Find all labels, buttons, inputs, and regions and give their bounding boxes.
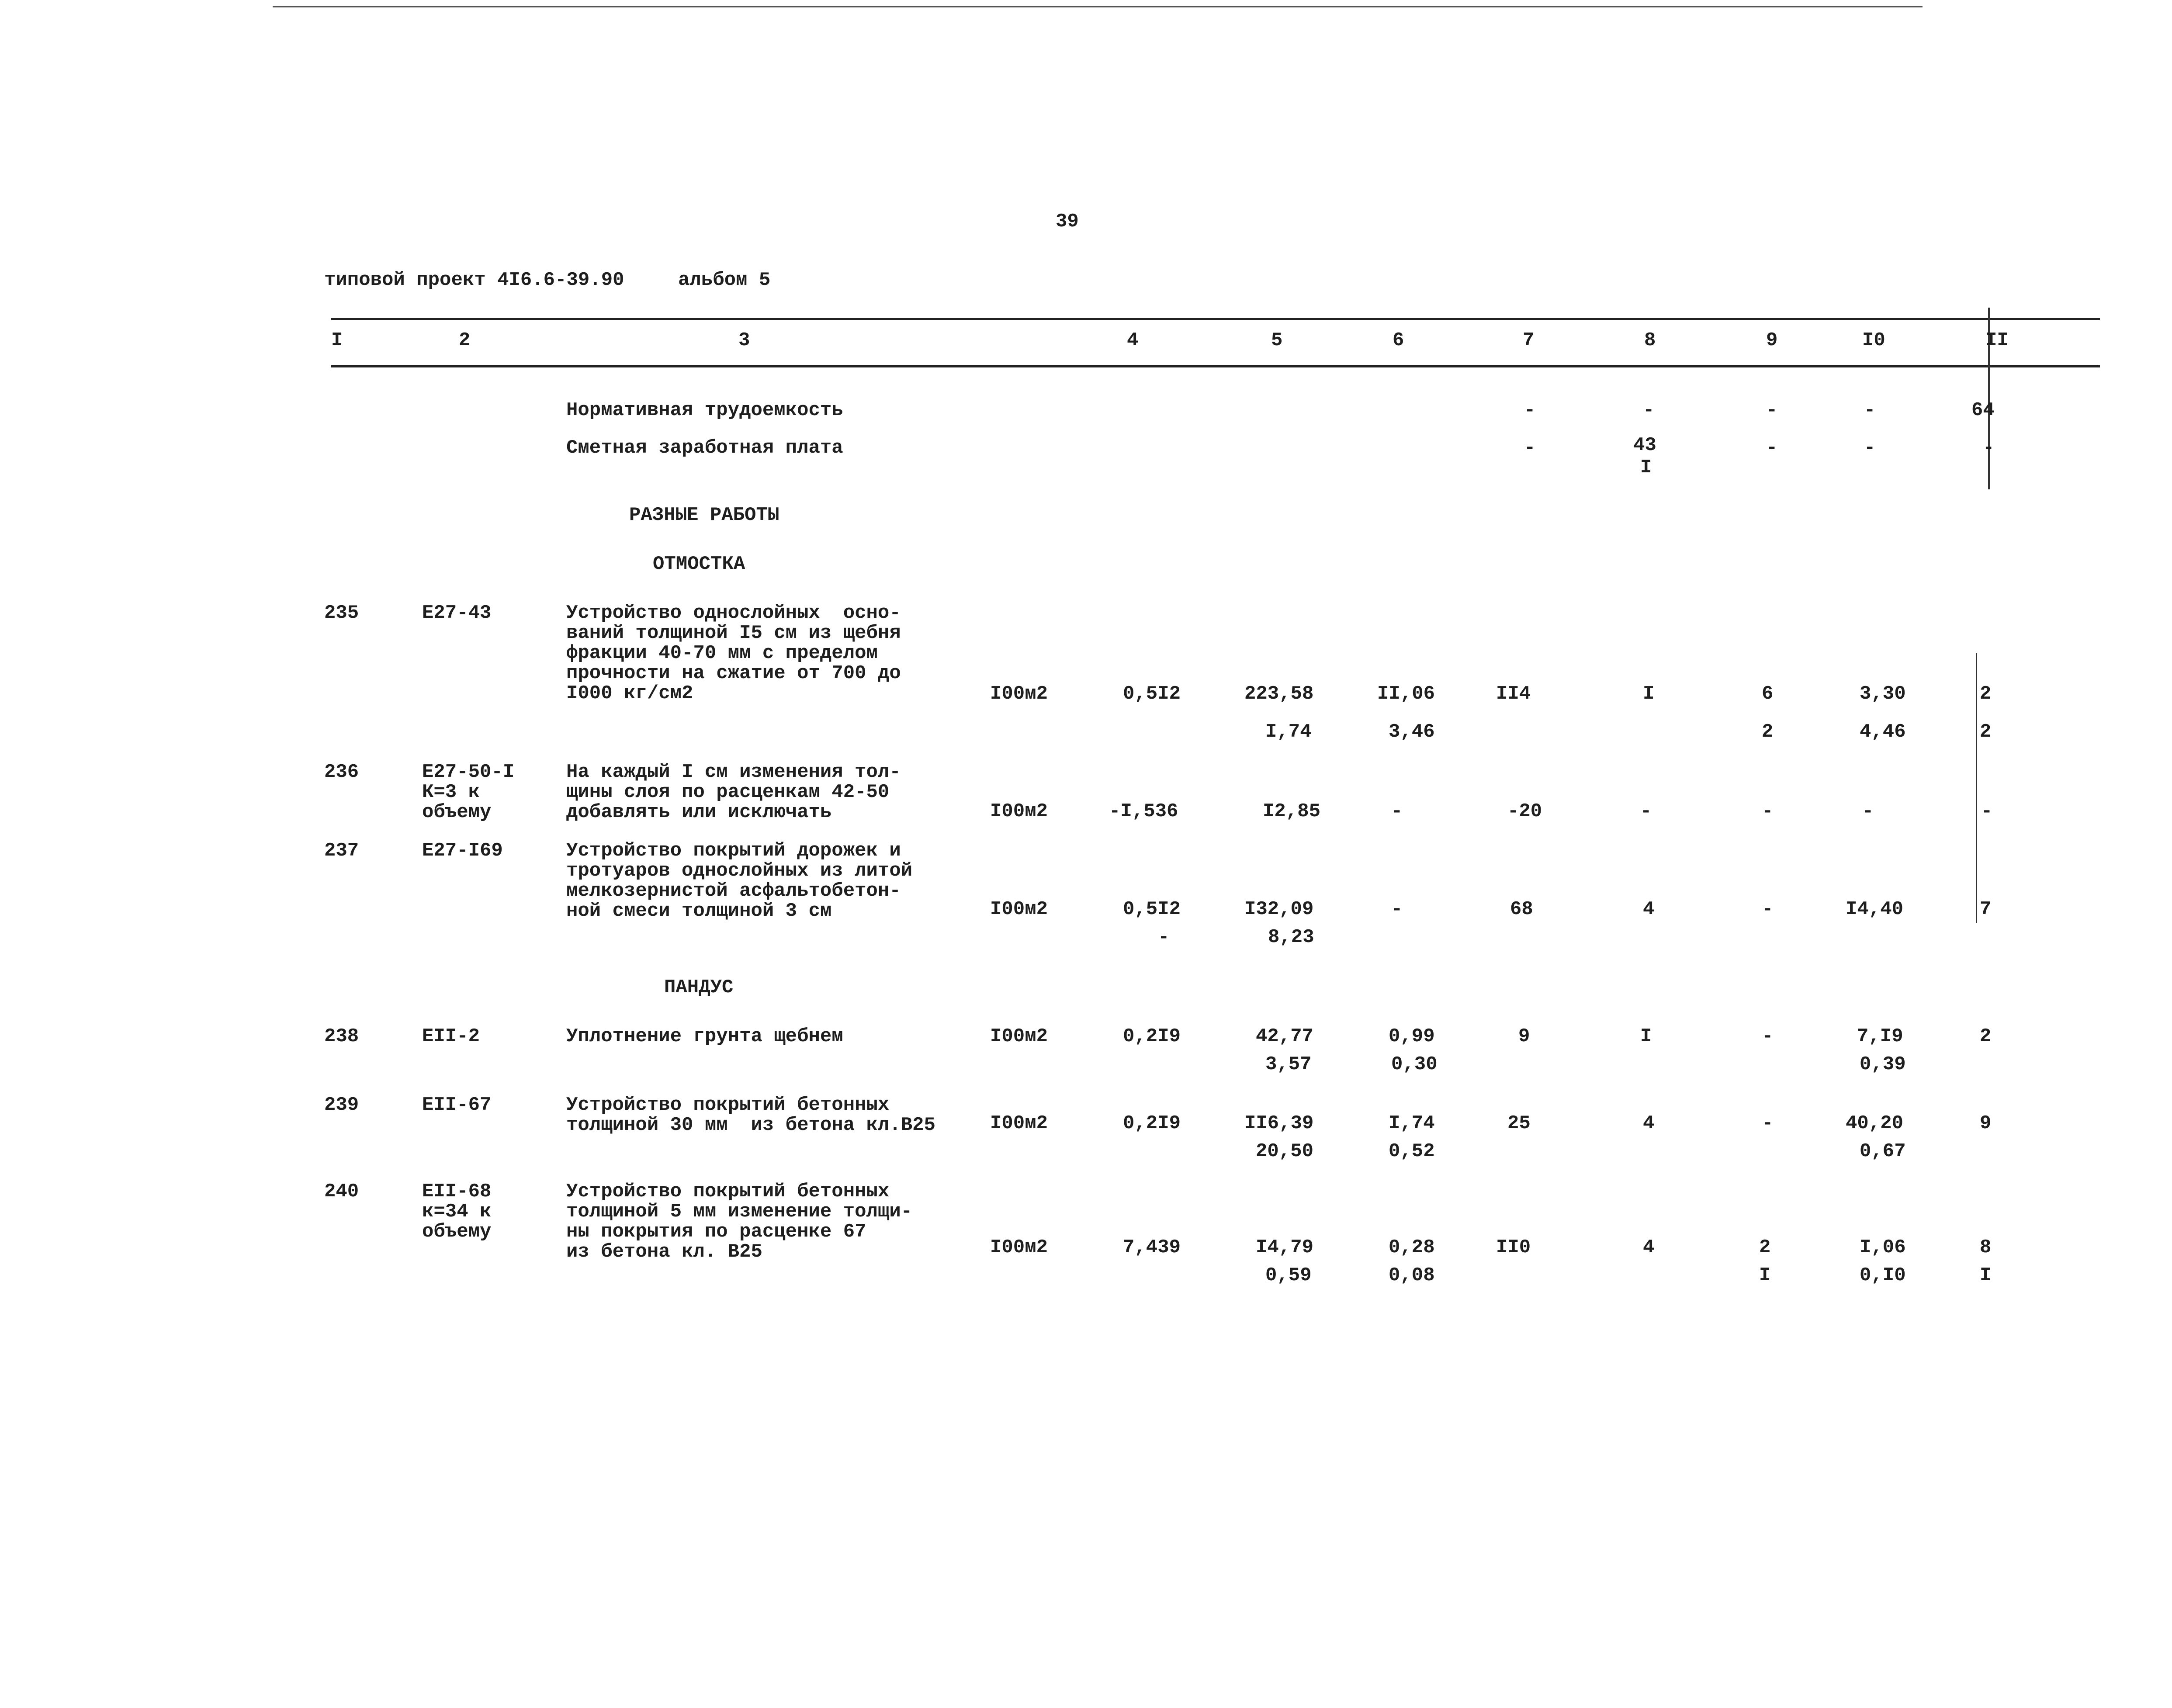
cell-c8: -: [1640, 800, 1652, 822]
column-number: 3: [738, 329, 750, 351]
cell-c10: 40,20: [1846, 1112, 1904, 1134]
cell-c5: 3,57: [1265, 1053, 1312, 1075]
row-code-line: ЕII-67: [422, 1094, 492, 1116]
row-code: [422, 603, 491, 623]
row-code-line: к=34 к: [422, 1201, 492, 1223]
cell-c8: 4: [1643, 1237, 1655, 1258]
row-description-line: Устройство однослойных осно-: [566, 602, 901, 624]
wages-c7: -: [1524, 437, 1536, 459]
cell-quantity: -: [1158, 926, 1170, 948]
cell-c8: I: [1640, 1025, 1652, 1047]
labor-c7: -: [1524, 399, 1536, 421]
cell-c11: 7: [1980, 898, 1992, 920]
cell-c9: -: [1762, 1025, 1774, 1047]
cell-c11: -: [1981, 800, 1993, 822]
cell-unit: I00м2: [990, 898, 1048, 920]
column-number: 2: [459, 329, 471, 351]
column-number: I0: [1862, 329, 1885, 351]
cell-c5: I2,85: [1263, 800, 1321, 822]
cell-c6: 0,99: [1389, 1025, 1435, 1047]
row-description: [566, 1181, 912, 1262]
row-description: [566, 1095, 935, 1135]
page-number: 39: [1056, 211, 1079, 232]
column-number: I: [331, 329, 343, 351]
wages-label: Сметная заработная плата: [566, 437, 843, 459]
cell-c6: 0,30: [1391, 1053, 1438, 1075]
cell-c6: 0,52: [1389, 1140, 1435, 1162]
row-description-line: фракции 40-70 мм с пределом: [566, 642, 878, 664]
row-description: [566, 1026, 843, 1046]
row-description: [566, 603, 901, 703]
labor-c9: -: [1766, 399, 1778, 421]
labor-c10: -: [1864, 399, 1876, 421]
row-code: [422, 1095, 491, 1115]
cell-c10: I,06: [1860, 1237, 1906, 1258]
cell-c5: I,74: [1265, 721, 1312, 743]
cell-c10: 7,I9: [1857, 1025, 1903, 1047]
table-top-rule: [331, 318, 2100, 320]
cell-c6: 3,46: [1389, 721, 1435, 743]
cell-c5: I32,09: [1244, 898, 1314, 920]
row-description-line: I000 кг/см2: [566, 683, 693, 704]
wages-c10: -: [1864, 437, 1876, 459]
row-code-line: Е27-I69: [422, 840, 503, 862]
cell-c11: 9: [1980, 1112, 1992, 1134]
cell-c5: II6,39: [1244, 1112, 1314, 1134]
column-11-rule-lower: [1976, 653, 1977, 923]
row-description-line: Устройство покрытий дорожек и: [566, 840, 901, 862]
row-description-line: из бетона кл. В25: [566, 1241, 762, 1263]
row-description-line: Уплотнение грунта щебнем: [566, 1025, 843, 1047]
row-number: 235: [324, 602, 359, 624]
row-number: 236: [324, 761, 359, 783]
cell-c5: 0,59: [1265, 1265, 1312, 1286]
wages-c8-bottom: I: [1640, 457, 1652, 478]
row-code: [422, 762, 514, 822]
cell-c6: II,06: [1377, 683, 1435, 705]
cell-unit: I00м2: [990, 683, 1048, 705]
cell-unit: I00м2: [990, 1237, 1048, 1258]
cell-unit: I00м2: [990, 800, 1048, 822]
wages-c9: -: [1766, 437, 1778, 459]
row-code-line: К=3 к: [422, 781, 480, 803]
row-code: [422, 841, 503, 861]
cell-c9: I: [1759, 1265, 1771, 1286]
cell-c7: 9: [1518, 1025, 1530, 1047]
column-number: 6: [1393, 329, 1404, 351]
cell-c6: 0,28: [1389, 1237, 1435, 1258]
column-number: 4: [1127, 329, 1139, 351]
project-title: типовой проект 4I6.6-39.90: [324, 269, 624, 291]
cell-c7: 25: [1507, 1112, 1531, 1134]
cell-c8: I: [1643, 683, 1655, 705]
row-description-line: добавлять или исключать: [566, 801, 832, 823]
table-header-rule: [331, 365, 2100, 367]
cell-c9: 2: [1762, 721, 1774, 743]
column-number: 5: [1271, 329, 1283, 351]
cell-quantity: 0,5I2: [1123, 683, 1181, 705]
row-description-line: Устройство покрытий бетонных: [566, 1181, 890, 1202]
cell-c10: 0,39: [1860, 1053, 1906, 1075]
row-description: [566, 841, 912, 921]
cell-c5: 223,58: [1244, 683, 1314, 705]
row-description-line: мелкозернистой асфальтобетон-: [566, 880, 901, 902]
cell-c11: 2: [1980, 683, 1992, 705]
row-number: 239: [324, 1094, 359, 1116]
cell-c11: I: [1980, 1265, 1992, 1286]
labor-c11: 64: [1971, 399, 1995, 421]
cell-c7: II4: [1496, 683, 1531, 705]
cell-c8: 4: [1643, 898, 1655, 920]
cell-c9: -: [1762, 1112, 1774, 1134]
row-description-line: ваний толщиной I5 см из щебня: [566, 622, 901, 644]
cell-unit: I00м2: [990, 1112, 1048, 1134]
row-code-line: объему: [422, 801, 492, 823]
cell-c10: 4,46: [1860, 721, 1906, 743]
row-description-line: На каждый I см изменения тол-: [566, 761, 901, 783]
labor-c8: -: [1643, 399, 1655, 421]
row-description: [566, 762, 901, 822]
cell-c11: 2: [1980, 1025, 1992, 1047]
cell-c10: 3,30: [1860, 683, 1906, 705]
row-description-line: ны покрытия по расценке 67: [566, 1221, 866, 1243]
cell-c9: -: [1762, 800, 1774, 822]
cell-c7: -20: [1507, 800, 1542, 822]
cell-c6: -: [1391, 800, 1403, 822]
cell-c7: II0: [1496, 1237, 1531, 1258]
subsection-title: ПАНДУС: [664, 977, 734, 998]
cell-unit: I00м2: [990, 1025, 1048, 1047]
row-code: [422, 1181, 491, 1242]
cell-c9: 2: [1759, 1237, 1771, 1258]
cell-c9: -: [1762, 898, 1774, 920]
subsection-title: ОТМОСТКА: [653, 553, 745, 575]
row-code-line: Е27-43: [422, 602, 492, 624]
cell-c5: 8,23: [1268, 926, 1314, 948]
cell-quantity: -I,536: [1109, 800, 1178, 822]
column-number: 8: [1644, 329, 1656, 351]
cell-c10: 0,I0: [1860, 1265, 1906, 1286]
cell-c6: 0,08: [1389, 1265, 1435, 1286]
cell-c11: 2: [1980, 721, 1992, 743]
row-description-line: прочности на сжатие от 700 до: [566, 662, 901, 684]
section-title: РАЗНЫЕ РАБОТЫ: [629, 504, 779, 526]
column-number: 7: [1523, 329, 1535, 351]
cell-c8: 4: [1643, 1112, 1655, 1134]
cell-quantity: 0,5I2: [1123, 898, 1181, 920]
row-number: 238: [324, 1025, 359, 1047]
cell-c10: 0,67: [1860, 1140, 1906, 1162]
wages-c11: -: [1983, 437, 1995, 459]
column-number: II: [1985, 329, 2009, 351]
wages-c8-top: 43: [1633, 434, 1656, 456]
cell-c10: -: [1862, 800, 1874, 822]
row-code: [422, 1026, 480, 1046]
cell-c11: 8: [1980, 1237, 1992, 1258]
row-description-line: толщиной 30 мм из бетона кл.В25: [566, 1114, 935, 1136]
row-code-line: Е27-50-I: [422, 761, 515, 783]
row-code-line: объему: [422, 1221, 492, 1243]
cell-c7: 68: [1510, 898, 1533, 920]
cell-c9: 6: [1762, 683, 1774, 705]
cell-quantity: 0,2I9: [1123, 1112, 1181, 1134]
cell-c5: I4,79: [1256, 1237, 1314, 1258]
cell-c6: I,74: [1389, 1112, 1435, 1134]
row-code-line: ЕII-2: [422, 1025, 480, 1047]
cell-quantity: 0,2I9: [1123, 1025, 1181, 1047]
row-code-line: ЕII-68: [422, 1181, 492, 1202]
cell-c10: I4,40: [1846, 898, 1904, 920]
cell-c5: 42,77: [1256, 1025, 1314, 1047]
row-description-line: щины слоя по расценкам 42-50: [566, 781, 890, 803]
album-label: альбом 5: [678, 269, 771, 291]
cell-quantity: 7,439: [1123, 1237, 1181, 1258]
row-description-line: ной смеси толщиной 3 см: [566, 900, 832, 922]
top-rule: [273, 6, 1923, 7]
column-number: 9: [1766, 329, 1778, 351]
row-description-line: тротуаров однослойных из литой: [566, 860, 913, 882]
cell-c5: 20,50: [1256, 1140, 1314, 1162]
row-number: 237: [324, 840, 359, 862]
cell-c6: -: [1391, 898, 1403, 920]
row-description-line: Устройство покрытий бетонных: [566, 1094, 890, 1116]
row-description-line: толщиной 5 мм изменение толщи-: [566, 1201, 913, 1223]
row-number: 240: [324, 1181, 359, 1202]
labor-label: Нормативная трудоемкость: [566, 399, 843, 421]
